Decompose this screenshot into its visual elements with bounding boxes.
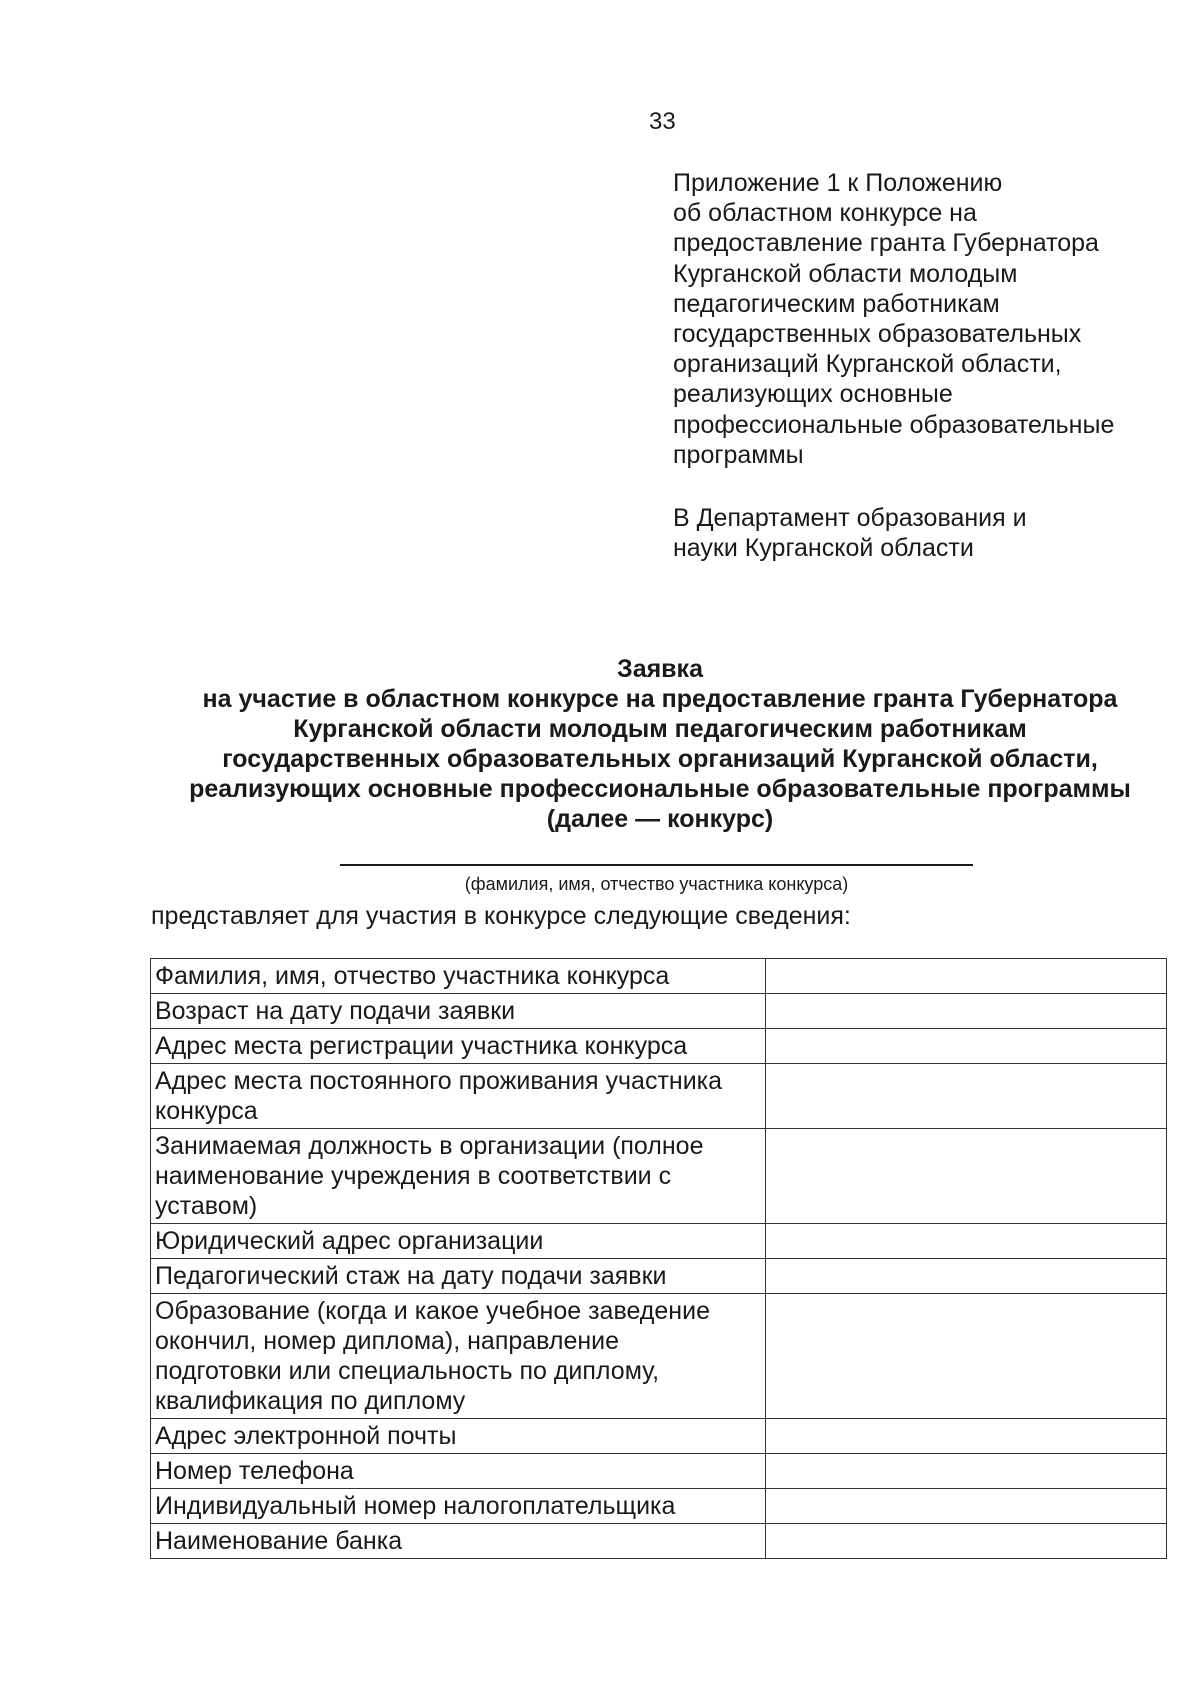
appendix-line: Приложение 1 к Положению (673, 169, 1003, 197)
field-label (151, 1419, 766, 1454)
title-line: реализующих основные профессиональные образовательные программы (189, 775, 1131, 803)
field-label-line: уставом) (155, 1192, 258, 1220)
table-row (151, 1129, 1167, 1224)
page-number: 33 (649, 108, 676, 135)
field-value[interactable] (766, 1489, 1167, 1524)
field-label-line: конкурса (155, 1097, 258, 1125)
field-label-line: Номер телефона (155, 1457, 354, 1485)
field-label (151, 1064, 766, 1129)
field-label-line: Адрес электронной почты (155, 1422, 457, 1450)
appendix-line: организаций Курганской области, (673, 350, 1062, 379)
title-line: на участие в областном конкурсе на предоставление гранта Губернатора (202, 685, 1118, 713)
field-label (151, 1294, 766, 1419)
field-label-line: Занимаемая должность в организации (полное (155, 1132, 704, 1160)
appendix-line: программы (673, 440, 804, 469)
field-label-line: Индивидуальный номер налогоплательщика (155, 1492, 676, 1520)
field-label-line: Адрес места постоянного проживания участника (155, 1067, 723, 1095)
table-row (151, 1064, 1167, 1129)
field-label (151, 1524, 766, 1559)
field-value[interactable] (766, 1454, 1167, 1489)
title-line: Заявка (617, 655, 703, 683)
field-label-line: квалификация по диплому (155, 1387, 466, 1415)
field-value[interactable] (766, 1129, 1167, 1224)
field-label-line: Образование (когда и какое учебное заведение (155, 1297, 710, 1325)
field-label (151, 1454, 766, 1489)
field-value[interactable] (766, 1294, 1167, 1419)
table-row (151, 959, 1167, 994)
field-label-line: подготовки или специальность по диплому, (155, 1357, 660, 1385)
appendix-line: об областном конкурсе на (673, 199, 977, 228)
appendix-note (673, 168, 1173, 470)
field-value[interactable] (766, 1259, 1167, 1294)
document-title (140, 654, 1180, 834)
field-label (151, 994, 766, 1029)
addressee-line: науки Курганской области (673, 534, 974, 562)
table-row (151, 1489, 1167, 1524)
field-label-line: окончил, номер диплома), направление (155, 1327, 620, 1355)
title-line: (далее — конкурс) (546, 805, 774, 833)
field-label (151, 1259, 766, 1294)
appendix-line: профессиональные образовательные (673, 410, 1115, 439)
title-line: государственных образовательных организаций Курганской области, (222, 745, 1098, 773)
field-value[interactable] (766, 994, 1167, 1029)
field-label-line: Наименование банка (155, 1527, 403, 1555)
field-label (151, 1489, 766, 1524)
table-row (151, 1419, 1167, 1454)
field-label (151, 1029, 766, 1064)
table-row (151, 1259, 1167, 1294)
table-row (151, 1294, 1167, 1419)
field-label-line: Юридический адрес организации (155, 1227, 544, 1255)
table-row (151, 1224, 1167, 1259)
application-info-table (150, 958, 1167, 1559)
appendix-line: реализующих основные (673, 380, 953, 409)
field-label-line: Педагогический стаж на дату подачи заявки (155, 1262, 667, 1290)
addressee (673, 503, 1173, 563)
table-row (151, 1029, 1167, 1064)
appendix-line: педагогическим работникам (673, 289, 1000, 318)
field-value[interactable] (766, 1419, 1167, 1454)
field-value[interactable] (766, 959, 1167, 994)
participant-name-caption: (фамилия, имя, отчество участника конкурса) (464, 874, 849, 894)
table-row (151, 1524, 1167, 1559)
field-label (151, 959, 766, 994)
table-row (151, 994, 1167, 1029)
field-value[interactable] (766, 1064, 1167, 1129)
field-label (151, 1129, 766, 1224)
field-label (151, 1224, 766, 1259)
table-row (151, 1454, 1167, 1489)
appendix-line: Курганской области молодым (673, 259, 1018, 288)
participant-name-line (340, 864, 973, 866)
field-label-line: Адрес места регистрации участника конкурса (155, 1032, 688, 1060)
field-value[interactable] (766, 1524, 1167, 1559)
title-line: Курганской области молодым педагогическим работникам (293, 715, 1027, 743)
appendix-line: предоставление гранта Губернатора (673, 229, 1099, 258)
field-label-line: Возраст на дату подачи заявки (155, 997, 516, 1025)
field-value[interactable] (766, 1029, 1167, 1064)
field-label-line: наименование учреждения в соответствии с (155, 1162, 672, 1190)
field-label-line: Фамилия, имя, отчество участника конкурса (155, 962, 670, 990)
addressee-line: В Департамент образования и (673, 504, 1027, 532)
field-value[interactable] (766, 1224, 1167, 1259)
appendix-line: государственных образовательных (673, 320, 1082, 349)
intro-text: представляет для участия в конкурсе следующие сведения: (151, 902, 851, 930)
